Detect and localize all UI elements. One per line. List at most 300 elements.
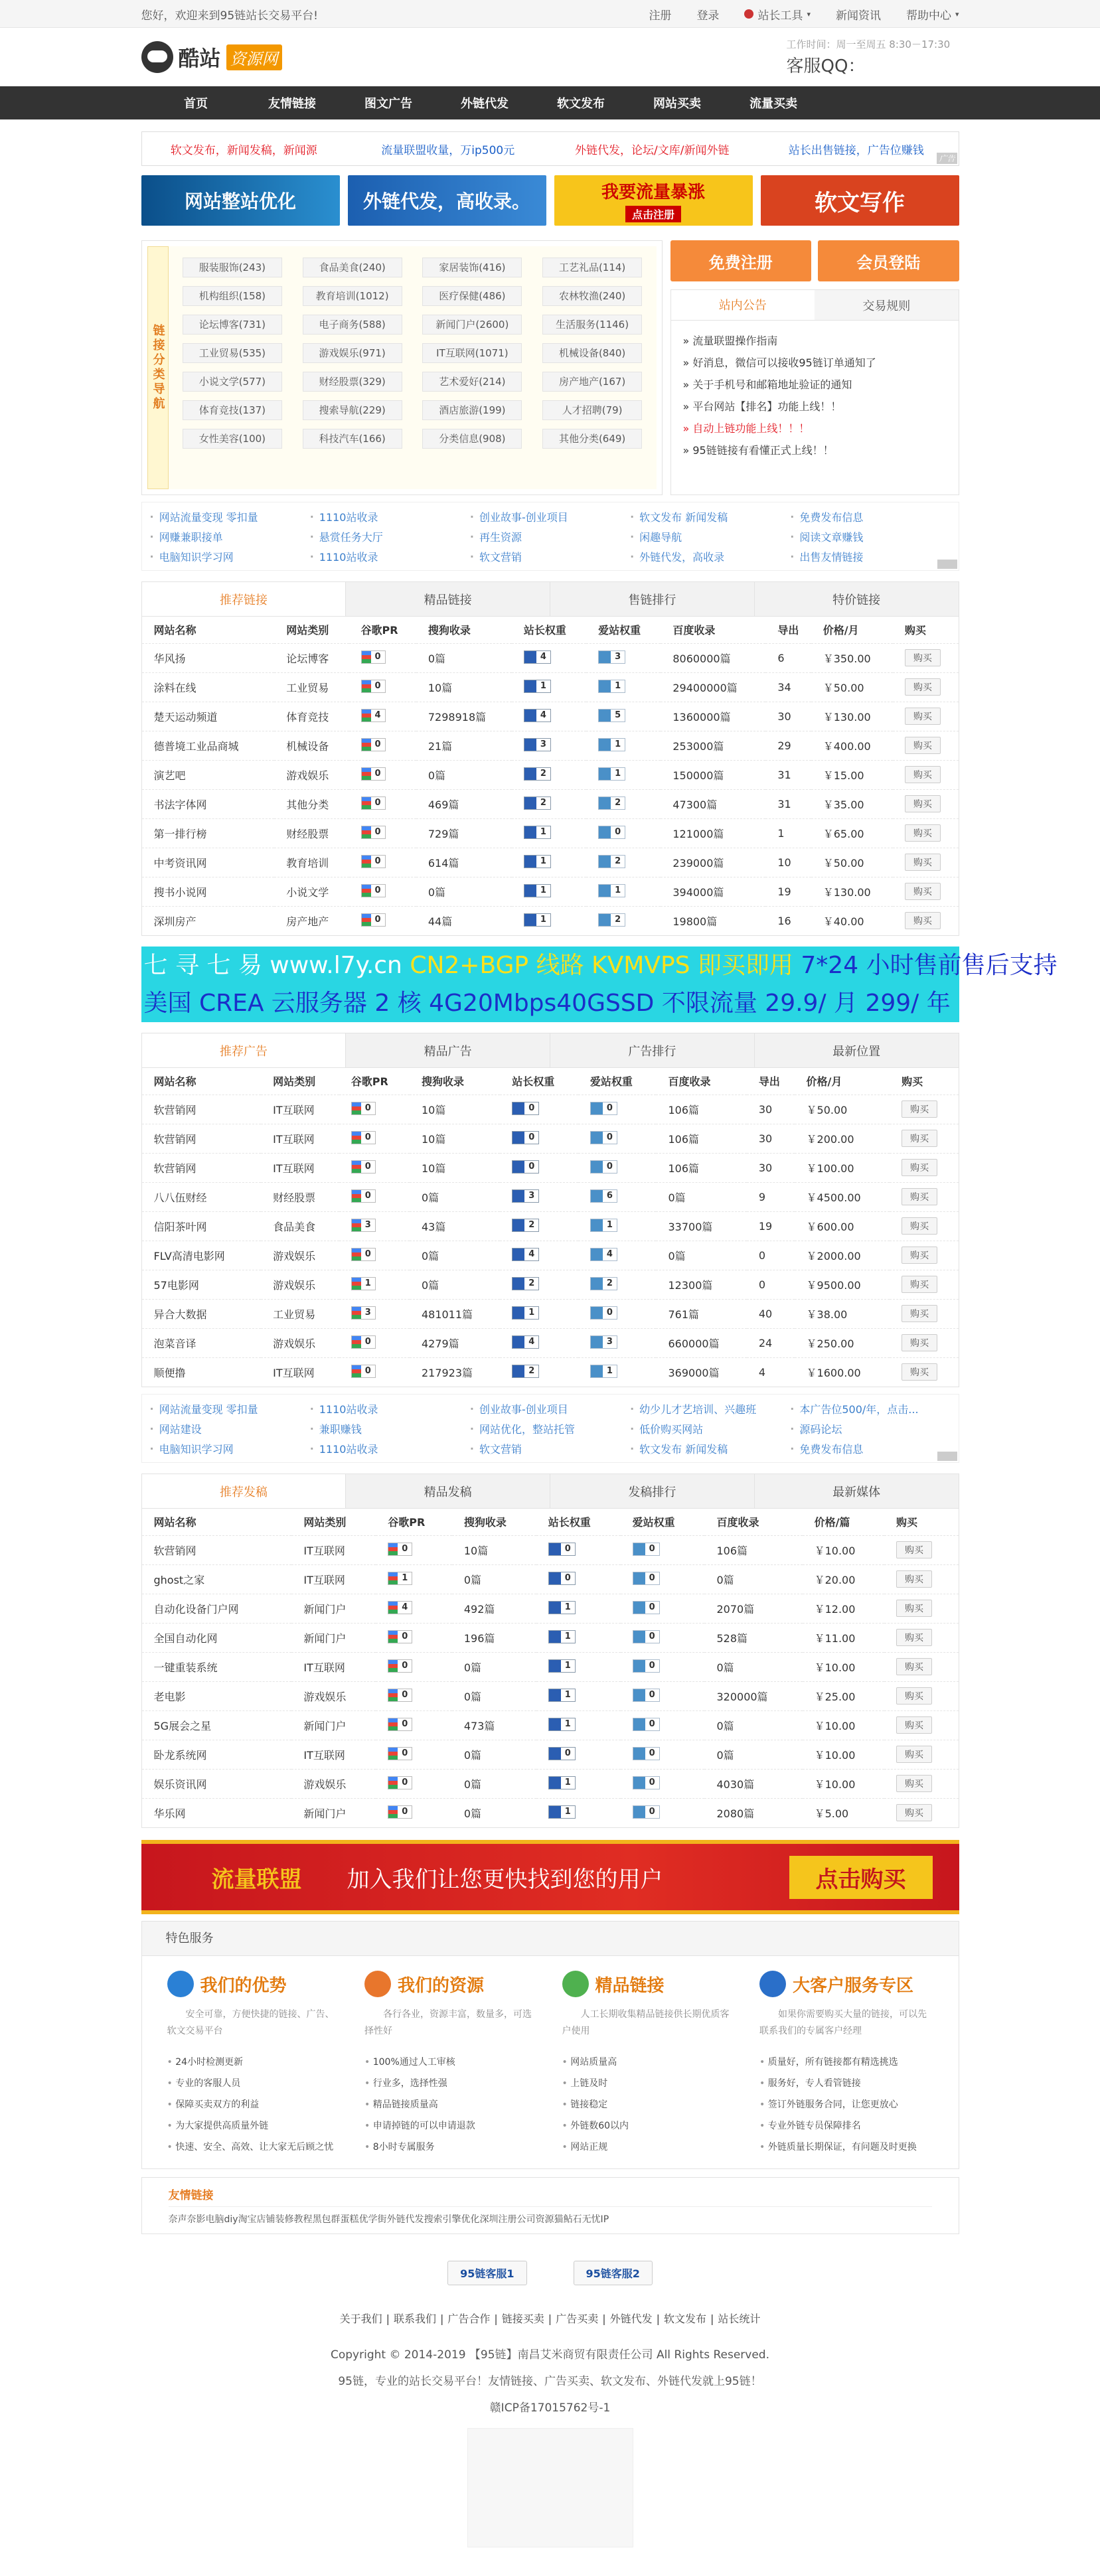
site-name[interactable]: 57电影网 xyxy=(142,1270,262,1299)
friend-link[interactable]: 搜索引擎优化 xyxy=(424,2214,480,2225)
google-pr-value: 0 xyxy=(402,1631,408,1641)
site-logo[interactable] xyxy=(141,41,282,73)
qr-placeholder xyxy=(467,2428,633,2547)
table-tab[interactable]: 发稿排行 xyxy=(550,1474,755,1508)
ad-line-2: 美国 CREA 云服务器 2 核 4G20Mbps40GSSD 不限流量 29.9/ 月 299/ 年 xyxy=(143,990,951,1017)
friend-link[interactable]: 优学街 xyxy=(358,2214,387,2225)
google-pr-icon xyxy=(362,826,371,838)
google-pr-icon xyxy=(362,768,371,780)
banner-outlinks[interactable]: 外链代发，高收录。 xyxy=(348,175,546,226)
category-item[interactable]: 农林牧渔(240) xyxy=(542,286,642,306)
google-pr-value: 0 xyxy=(374,681,381,691)
category-item[interactable]: 科技汽车(166) xyxy=(303,429,402,449)
text-link[interactable]: · 1110站收录 xyxy=(310,546,470,566)
buy-button[interactable]: 购买 xyxy=(896,1716,932,1734)
buy-button[interactable]: 购买 xyxy=(896,1658,932,1675)
column-header: 价格/篇 xyxy=(814,1516,850,1529)
buy-button[interactable]: 购买 xyxy=(896,1570,932,1588)
category-item[interactable]: 教育培训(1012) xyxy=(303,286,402,306)
site-name[interactable]: ghost之家 xyxy=(142,1564,292,1594)
buy-button[interactable]: 购买 xyxy=(896,1746,932,1763)
buy-button[interactable]: 购买 xyxy=(905,678,941,696)
aizhan-weight-icon xyxy=(591,1249,603,1260)
category-item[interactable]: 机构组织(158) xyxy=(183,286,282,306)
friend-link[interactable]: 奈声奈影 xyxy=(168,2214,206,2225)
google-pr xyxy=(351,1248,376,1261)
buy-cell xyxy=(893,789,959,818)
webmaster-weight-cell xyxy=(500,1211,578,1241)
column-header: 百度收录 xyxy=(668,1075,711,1089)
webmaster-weight-value: 1 xyxy=(540,915,546,925)
friend-link[interactable]: 外链代发 xyxy=(386,2214,424,2225)
sogou-index: 481011篇 xyxy=(410,1299,500,1328)
join-title: 流量联盟 xyxy=(211,1866,302,1893)
category-item[interactable]: 房产地产(167) xyxy=(542,372,642,392)
text-link[interactable]: · 1110站收录 xyxy=(310,1438,470,1458)
friend-link[interactable]: 淘宝店铺装修教程 xyxy=(238,2214,313,2225)
aizhan-weight-icon xyxy=(633,1806,645,1818)
tab-trade-rules[interactable]: 交易规则 xyxy=(815,290,959,320)
notice-strip-item[interactable]: 站长出售链接，广告位赚钱 xyxy=(788,143,924,157)
buy-button[interactable]: 购买 xyxy=(896,1687,932,1705)
text-link[interactable]: · 幼少儿才艺培训、兴趣班 xyxy=(630,1399,790,1418)
nav-image-ads[interactable]: 图文广告 xyxy=(364,97,412,111)
notice-strip-item[interactable]: 软文发布，新闻发稿，新闻源 xyxy=(170,143,317,157)
category-item[interactable]: 家居装饰(416) xyxy=(422,258,522,277)
site-name[interactable]: 华风扬 xyxy=(142,643,275,672)
aizhan-weight-cell xyxy=(621,1594,705,1623)
table-row xyxy=(142,1769,959,1798)
register-button[interactable]: 免费注册 xyxy=(670,240,812,281)
site-name[interactable]: 异合大数据 xyxy=(142,1299,262,1328)
aizhan-weight xyxy=(590,1219,617,1232)
site-category: 机械设备 xyxy=(274,731,349,760)
category-item[interactable]: 生活服务(1146) xyxy=(542,315,642,335)
buy-button[interactable]: 购买 xyxy=(896,1629,932,1646)
banner-traffic[interactable] xyxy=(554,175,753,226)
buy-cell xyxy=(893,643,959,672)
category-item[interactable]: 小说文学(577) xyxy=(183,372,282,392)
kefu-2-button[interactable]: 95链客服2 xyxy=(574,2261,653,2285)
table-tab[interactable]: 推荐广告 xyxy=(142,1033,347,1067)
text-link[interactable]: · 免费发布信息 xyxy=(790,506,950,526)
text-link[interactable]: · 创业故事-创业项目 xyxy=(470,1399,630,1418)
category-item[interactable]: 新闻门户(2600) xyxy=(422,315,522,335)
site-category: 小说文学 xyxy=(274,877,349,906)
text-link[interactable]: · 网站流量变现 零扣量 xyxy=(150,506,310,526)
text-link[interactable]: · 网赚兼职接单 xyxy=(150,526,310,546)
category-item[interactable]: 食品美食(240) xyxy=(303,258,402,277)
footer-link[interactable]: 站长统计 xyxy=(718,2312,761,2325)
banner-seo[interactable]: 网站整站优化 xyxy=(141,175,340,226)
buy-button[interactable]: 购买 xyxy=(905,766,941,783)
sogou-index: 0篇 xyxy=(452,1652,536,1681)
table-row xyxy=(142,1182,959,1211)
google-pr-value: 0 xyxy=(374,739,381,749)
friend-link[interactable]: 电脑diy xyxy=(205,2214,238,2225)
text-link[interactable]: · 1110站收录 xyxy=(310,506,470,526)
footer-link[interactable]: 软文发布 xyxy=(664,2312,707,2325)
site-name[interactable]: 顺便撸 xyxy=(142,1357,262,1387)
notice-item[interactable]: » 流量联盟操作指南 xyxy=(682,335,778,347)
outlinks-count: 31 xyxy=(765,789,811,818)
google-pr xyxy=(351,1160,376,1174)
banner-writing[interactable]: 软文写作 xyxy=(761,175,959,226)
news-link[interactable]: 新闻资讯 xyxy=(835,9,881,23)
footer-link[interactable]: 联系我们 xyxy=(393,2312,436,2325)
text-link[interactable]: · 软文发布 新闻发稿 xyxy=(630,506,790,526)
aizhan-weight xyxy=(633,1601,660,1614)
site-category: 教育培训 xyxy=(274,848,349,877)
text-link[interactable]: · 免费发布信息 xyxy=(790,1438,950,1458)
buy-button[interactable]: 购买 xyxy=(905,854,941,871)
nav-friend-links[interactable]: 友情链接 xyxy=(268,97,316,111)
aizhan-weight-value: 3 xyxy=(606,1337,613,1347)
google-pr-value: 3 xyxy=(364,1220,371,1230)
google-pr-value: 1 xyxy=(364,1278,371,1288)
site-name[interactable]: FLV高清电影网 xyxy=(142,1241,262,1270)
text-link[interactable]: · 网站流量变现 零扣量 xyxy=(150,1399,310,1418)
text-link[interactable]: · 悬赏任务大厅 xyxy=(310,526,470,546)
buy-button[interactable]: 购买 xyxy=(902,1217,937,1235)
feature-desc: 人工长期收集精品链接供长期优质客户使用 xyxy=(562,2009,730,2036)
site-name[interactable]: 软营销网 xyxy=(142,1153,262,1182)
webmaster-weight-icon xyxy=(512,1102,524,1114)
aizhan-weight-cell xyxy=(578,1153,657,1182)
text-link[interactable]: · 1110站收录 xyxy=(310,1399,470,1418)
tab-site-notice[interactable]: 站内公告 xyxy=(671,290,815,320)
text-link[interactable]: · 低价购买网站 xyxy=(630,1418,790,1438)
site-name[interactable]: 泡菜音译 xyxy=(142,1328,262,1357)
text-link[interactable]: · 电脑知识学习网 xyxy=(150,546,310,566)
webmaster-weight-value: 1 xyxy=(540,856,546,866)
site-category: 体育竞技 xyxy=(274,702,349,731)
buy-button[interactable]: 购买 xyxy=(905,883,941,900)
buy-button[interactable]: 购买 xyxy=(905,795,941,812)
category-item[interactable]: 体育竞技(137) xyxy=(183,400,282,420)
buy-button[interactable]: 购买 xyxy=(902,1334,937,1351)
table-tab[interactable]: 精品发稿 xyxy=(346,1474,550,1508)
feature-item: • 专业的客服人员 xyxy=(167,2073,341,2094)
google-pr xyxy=(361,826,386,839)
google-pr-cell xyxy=(339,1241,410,1270)
buy-button[interactable]: 购买 xyxy=(905,708,941,725)
feature-item: • 8小时专属服务 xyxy=(364,2137,538,2158)
text-link[interactable]: · 闲趣导航 xyxy=(630,526,790,546)
site-name[interactable]: 卧龙系统网 xyxy=(142,1740,292,1769)
webmaster-weight-value: 1 xyxy=(540,885,546,895)
google-pr xyxy=(361,650,386,664)
aizhan-weight-value: 3 xyxy=(615,652,621,662)
google-pr-cell xyxy=(339,1357,410,1387)
category-item[interactable]: 电子商务(588) xyxy=(303,315,402,335)
google-pr-icon xyxy=(388,1806,398,1818)
category-item[interactable]: 分类信息(908) xyxy=(422,429,522,449)
buy-cell xyxy=(890,1153,958,1182)
buy-button[interactable]: 购买 xyxy=(896,1775,932,1792)
text-link[interactable]: · 网站建设 xyxy=(150,1418,310,1438)
nav-traffic-trade[interactable]: 流量买卖 xyxy=(749,97,797,111)
friend-link[interactable]: 鲇石 xyxy=(563,2214,582,2225)
feature-desc: 如果你需要购买大量的链接，可以先联系我们的专属客户经理 xyxy=(759,2009,927,2036)
table-tab[interactable]: 最新媒体 xyxy=(755,1474,959,1508)
category-item[interactable]: 服装服饰(243) xyxy=(183,258,282,277)
site-name[interactable]: 深圳房产 xyxy=(142,906,275,935)
text-link[interactable]: · 兼职赚钱 xyxy=(310,1418,470,1438)
text-link[interactable]: · 软文营销 xyxy=(470,1438,630,1458)
category-item[interactable]: 女性美容(100) xyxy=(183,429,282,449)
buy-button[interactable]: 购买 xyxy=(896,1804,932,1821)
column-header: 站长权重 xyxy=(548,1516,591,1529)
buy-button[interactable]: 购买 xyxy=(896,1541,932,1558)
text-link[interactable]: · 软文发布 新闻发稿 xyxy=(630,1438,790,1458)
table-row xyxy=(142,760,959,789)
buy-button[interactable]: 购买 xyxy=(902,1159,937,1176)
category-item[interactable]: IT互联网(1071) xyxy=(422,343,522,363)
chevron-down-icon: ▾ xyxy=(955,9,959,19)
nav-outlinks[interactable]: 外链代发 xyxy=(461,97,509,111)
webmaster-weight-icon xyxy=(512,1307,524,1319)
table-tab[interactable]: 特价链接 xyxy=(755,582,959,616)
join-banner[interactable] xyxy=(141,1840,959,1914)
category-item[interactable]: 机械设备(840) xyxy=(542,343,642,363)
webmaster-weight xyxy=(548,1747,576,1760)
google-pr-icon xyxy=(388,1777,398,1789)
table-tab[interactable]: 推荐链接 xyxy=(142,582,347,616)
buy-button[interactable]: 购买 xyxy=(902,1276,937,1293)
sogou-index: 10篇 xyxy=(416,672,512,702)
notice-item[interactable]: » 平台网站【排名】功能上线！！ xyxy=(682,400,842,413)
join-buy-button[interactable]: 点击购买 xyxy=(789,1856,933,1899)
site-name[interactable]: 软营销网 xyxy=(142,1535,292,1564)
text-link[interactable]: · 源码论坛 xyxy=(790,1418,950,1438)
buy-button[interactable]: 购买 xyxy=(902,1188,937,1205)
google-pr-icon xyxy=(352,1249,361,1260)
category-item[interactable]: 人才招聘(79) xyxy=(542,400,642,420)
baidu-index: 12300篇 xyxy=(656,1270,746,1299)
table-row xyxy=(142,848,959,877)
icp-line[interactable]: 赣ICP备17015762号-1 xyxy=(489,2401,611,2415)
notice-item[interactable]: » 自动上链功能上线！！！ xyxy=(682,422,810,435)
aizhan-weight xyxy=(598,855,625,868)
site-name[interactable]: 一键重装系统 xyxy=(142,1652,292,1681)
webmaster-weight xyxy=(524,767,551,781)
price: ￥5.00 xyxy=(803,1798,884,1827)
google-pr-cell xyxy=(339,1182,410,1211)
category-item[interactable]: 酒店旅游(199) xyxy=(422,400,522,420)
google-pr-icon xyxy=(352,1365,361,1377)
google-pr-cell xyxy=(376,1681,452,1710)
aizhan-weight-icon xyxy=(633,1718,645,1730)
category-item[interactable]: 论坛博客(731) xyxy=(183,315,282,335)
site-name[interactable]: 德普境工业品商城 xyxy=(142,731,275,760)
notice-strip-item[interactable]: 外链代发，论坛/文库/新闻外链 xyxy=(575,143,730,157)
buy-button[interactable]: 购买 xyxy=(905,737,941,754)
aizhan-weight-icon xyxy=(599,710,611,721)
category-item[interactable]: 其他分类(649) xyxy=(542,429,642,449)
text-link[interactable]: · 本广告位500/年，点击... xyxy=(790,1399,950,1418)
feature-item: • 申请掉链的可以申请退款 xyxy=(364,2115,538,2137)
google-pr-value: 0 xyxy=(374,856,381,866)
header xyxy=(0,28,1100,86)
aizhan-weight-icon xyxy=(633,1689,645,1701)
footer-link[interactable]: 外链代发 xyxy=(609,2312,653,2325)
buy-button[interactable]: 购买 xyxy=(905,824,941,842)
webmaster-weight xyxy=(512,1248,539,1261)
recommended-links-table xyxy=(141,581,959,936)
site-name[interactable]: 全国自动化网 xyxy=(142,1623,292,1652)
site-name[interactable]: 书法字体网 xyxy=(142,789,275,818)
category-item[interactable]: 医疗保健(486) xyxy=(422,286,522,306)
notice-item[interactable]: » 关于手机号和邮箱地址验证的通知 xyxy=(682,378,852,391)
table-tab[interactable]: 推荐发稿 xyxy=(142,1474,347,1508)
aizhan-weight xyxy=(590,1102,617,1115)
login-link[interactable]: 登录 xyxy=(696,9,720,23)
site-name[interactable]: 八八伍财经 xyxy=(142,1182,262,1211)
nav-site-trade[interactable]: 网站买卖 xyxy=(653,97,701,111)
sogou-index: 10篇 xyxy=(410,1124,500,1153)
site-name[interactable]: 搜书小说网 xyxy=(142,877,275,906)
site-name[interactable]: 中考资讯网 xyxy=(142,848,275,877)
aizhan-weight-cell xyxy=(578,1182,657,1211)
category-item[interactable]: 艺术爱好(214) xyxy=(422,372,522,392)
text-link[interactable]: · 再生资源 xyxy=(470,526,630,546)
text-link[interactable]: · 网站优化，整站托管 xyxy=(470,1418,630,1438)
vps-ad-banner[interactable] xyxy=(141,947,1058,1022)
text-link[interactable]: · 外链代发，高收录 xyxy=(630,546,790,566)
price: ￥10.00 xyxy=(803,1652,884,1681)
price: ￥100.00 xyxy=(795,1153,890,1182)
site-name[interactable]: 老电影 xyxy=(142,1681,292,1710)
aizhan-weight-icon xyxy=(633,1543,645,1555)
google-pr xyxy=(388,1572,412,1585)
category-item[interactable]: 游戏娱乐(971) xyxy=(303,343,402,363)
price: ￥40.00 xyxy=(811,906,893,935)
friend-link[interactable]: 黑包群蛋糕 xyxy=(312,2214,359,2225)
text-link[interactable]: · 电脑知识学习网 xyxy=(150,1438,310,1458)
buy-button[interactable]: 购买 xyxy=(902,1247,937,1264)
google-pr-value: 4 xyxy=(374,710,381,720)
sogou-index: 0篇 xyxy=(416,877,512,906)
webmaster-weight-icon xyxy=(524,797,536,809)
site-name[interactable]: 信阳茶叶网 xyxy=(142,1211,262,1241)
site-category: 游戏娱乐 xyxy=(274,760,349,789)
help-center-menu[interactable] xyxy=(906,6,959,23)
site-name[interactable]: 演艺吧 xyxy=(142,760,275,789)
site-name[interactable]: 软营销网 xyxy=(142,1095,262,1124)
sogou-index: 7298918篇 xyxy=(416,702,512,731)
footer-link[interactable]: 广告合作 xyxy=(447,2312,491,2325)
table-row xyxy=(142,1299,959,1328)
webmaster-weight-icon xyxy=(524,914,536,926)
google-pr-cell xyxy=(349,643,416,672)
ad-tag: 广告 xyxy=(937,153,957,164)
friend-link[interactable]: 深圳注册公司 xyxy=(479,2214,536,2225)
category-item[interactable]: 工艺礼品(114) xyxy=(542,258,642,277)
aizhan-weight-cell xyxy=(586,672,661,702)
buy-cell xyxy=(893,877,959,906)
friend-link[interactable]: 资源猫 xyxy=(535,2214,564,2225)
table-tab[interactable]: 精品链接 xyxy=(346,582,550,616)
footer-link[interactable]: 广告买卖 xyxy=(556,2312,599,2325)
notice-item[interactable]: » 95链链接有看懂正式上线！！ xyxy=(682,444,834,457)
text-link[interactable]: · 阅读文章赚钱 xyxy=(790,526,950,546)
category-item[interactable]: 工业贸易(535) xyxy=(183,343,282,363)
site-name[interactable]: 自动化设备门户网 xyxy=(142,1594,292,1623)
aizhan-weight xyxy=(590,1277,617,1290)
category-item[interactable]: 财经股票(329) xyxy=(303,372,402,392)
outlinks-count: 19 xyxy=(747,1211,795,1241)
member-login-button[interactable]: 会员登陆 xyxy=(818,240,959,281)
table-row xyxy=(142,877,959,906)
table-tab[interactable]: 精品广告 xyxy=(346,1033,550,1067)
buy-button[interactable]: 购买 xyxy=(902,1363,937,1381)
buy-button[interactable]: 购买 xyxy=(902,1100,937,1118)
webmaster-weight-value: 0 xyxy=(564,1748,571,1758)
site-name[interactable]: 涂料在线 xyxy=(142,672,275,702)
table-tab[interactable]: 广告排行 xyxy=(550,1033,755,1067)
nav-articles[interactable]: 软文发布 xyxy=(557,97,605,111)
aizhan-weight-icon xyxy=(633,1660,645,1672)
table-tab[interactable]: 最新位置 xyxy=(755,1033,959,1067)
google-pr-icon xyxy=(388,1602,398,1614)
buy-button[interactable]: 购买 xyxy=(902,1130,937,1147)
buy-cell xyxy=(884,1535,958,1564)
column-header: 网站名称 xyxy=(153,624,196,637)
kefu-1-button[interactable]: 95链客服1 xyxy=(447,2261,526,2285)
outlinks-count: 0 xyxy=(747,1270,795,1299)
site-name[interactable]: 楚天运动频道 xyxy=(142,702,275,731)
text-link[interactable]: · 软文营销 xyxy=(470,546,630,566)
buy-button[interactable]: 购买 xyxy=(905,649,941,666)
text-link[interactable]: · 出售友情链接 xyxy=(790,546,950,566)
webmaster-weight xyxy=(512,1219,539,1232)
baidu-index: 0篇 xyxy=(656,1241,746,1270)
notice-strip-item[interactable]: 流量联盟收量，万ip500元 xyxy=(381,143,515,157)
aizhan-weight-cell xyxy=(586,643,661,672)
buy-button[interactable]: 购买 xyxy=(905,912,941,929)
buy-button[interactable]: 购买 xyxy=(896,1600,932,1617)
register-link[interactable]: 注册 xyxy=(649,9,672,23)
webmaster-weight-value: 1 xyxy=(564,1778,571,1787)
google-pr-icon xyxy=(352,1132,361,1144)
welcome-text: 您好，欢迎来到95链站长交易平台! xyxy=(141,9,318,23)
footer-link[interactable]: 链接买卖 xyxy=(501,2312,544,2325)
site-name[interactable]: 娱乐资讯网 xyxy=(142,1769,292,1798)
column-header: 爱站权重 xyxy=(632,1516,675,1529)
site-name[interactable]: 华乐网 xyxy=(142,1798,292,1827)
site-name[interactable]: 软营销网 xyxy=(142,1124,262,1153)
webmaster-weight xyxy=(512,1160,539,1174)
text-link-grid-2 xyxy=(141,1394,959,1463)
divider: | xyxy=(439,2312,444,2325)
webmaster-tools-menu[interactable] xyxy=(744,6,811,23)
notice-item[interactable]: » 好消息，微信可以接收95链订单通知了 xyxy=(682,356,876,369)
feature-heading: 特色服务 xyxy=(142,1922,959,1956)
nav-home[interactable]: 首页 xyxy=(184,97,208,111)
buy-button[interactable]: 购买 xyxy=(902,1305,937,1322)
category-item[interactable]: 搜索导航(229) xyxy=(303,400,402,420)
friend-link[interactable]: 无忧IP xyxy=(582,2214,609,2225)
site-name[interactable]: 第一排行榜 xyxy=(142,818,275,848)
google-pr-icon xyxy=(352,1278,361,1290)
text-link[interactable]: · 创业故事-创业项目 xyxy=(470,506,630,526)
footer-link[interactable]: 关于我们 xyxy=(339,2312,382,2325)
table-tab[interactable]: 售链排行 xyxy=(550,582,755,616)
google-pr xyxy=(351,1277,376,1290)
site-name[interactable]: 5G展会之星 xyxy=(142,1710,292,1740)
aizhan-weight-value: 0 xyxy=(649,1778,655,1787)
